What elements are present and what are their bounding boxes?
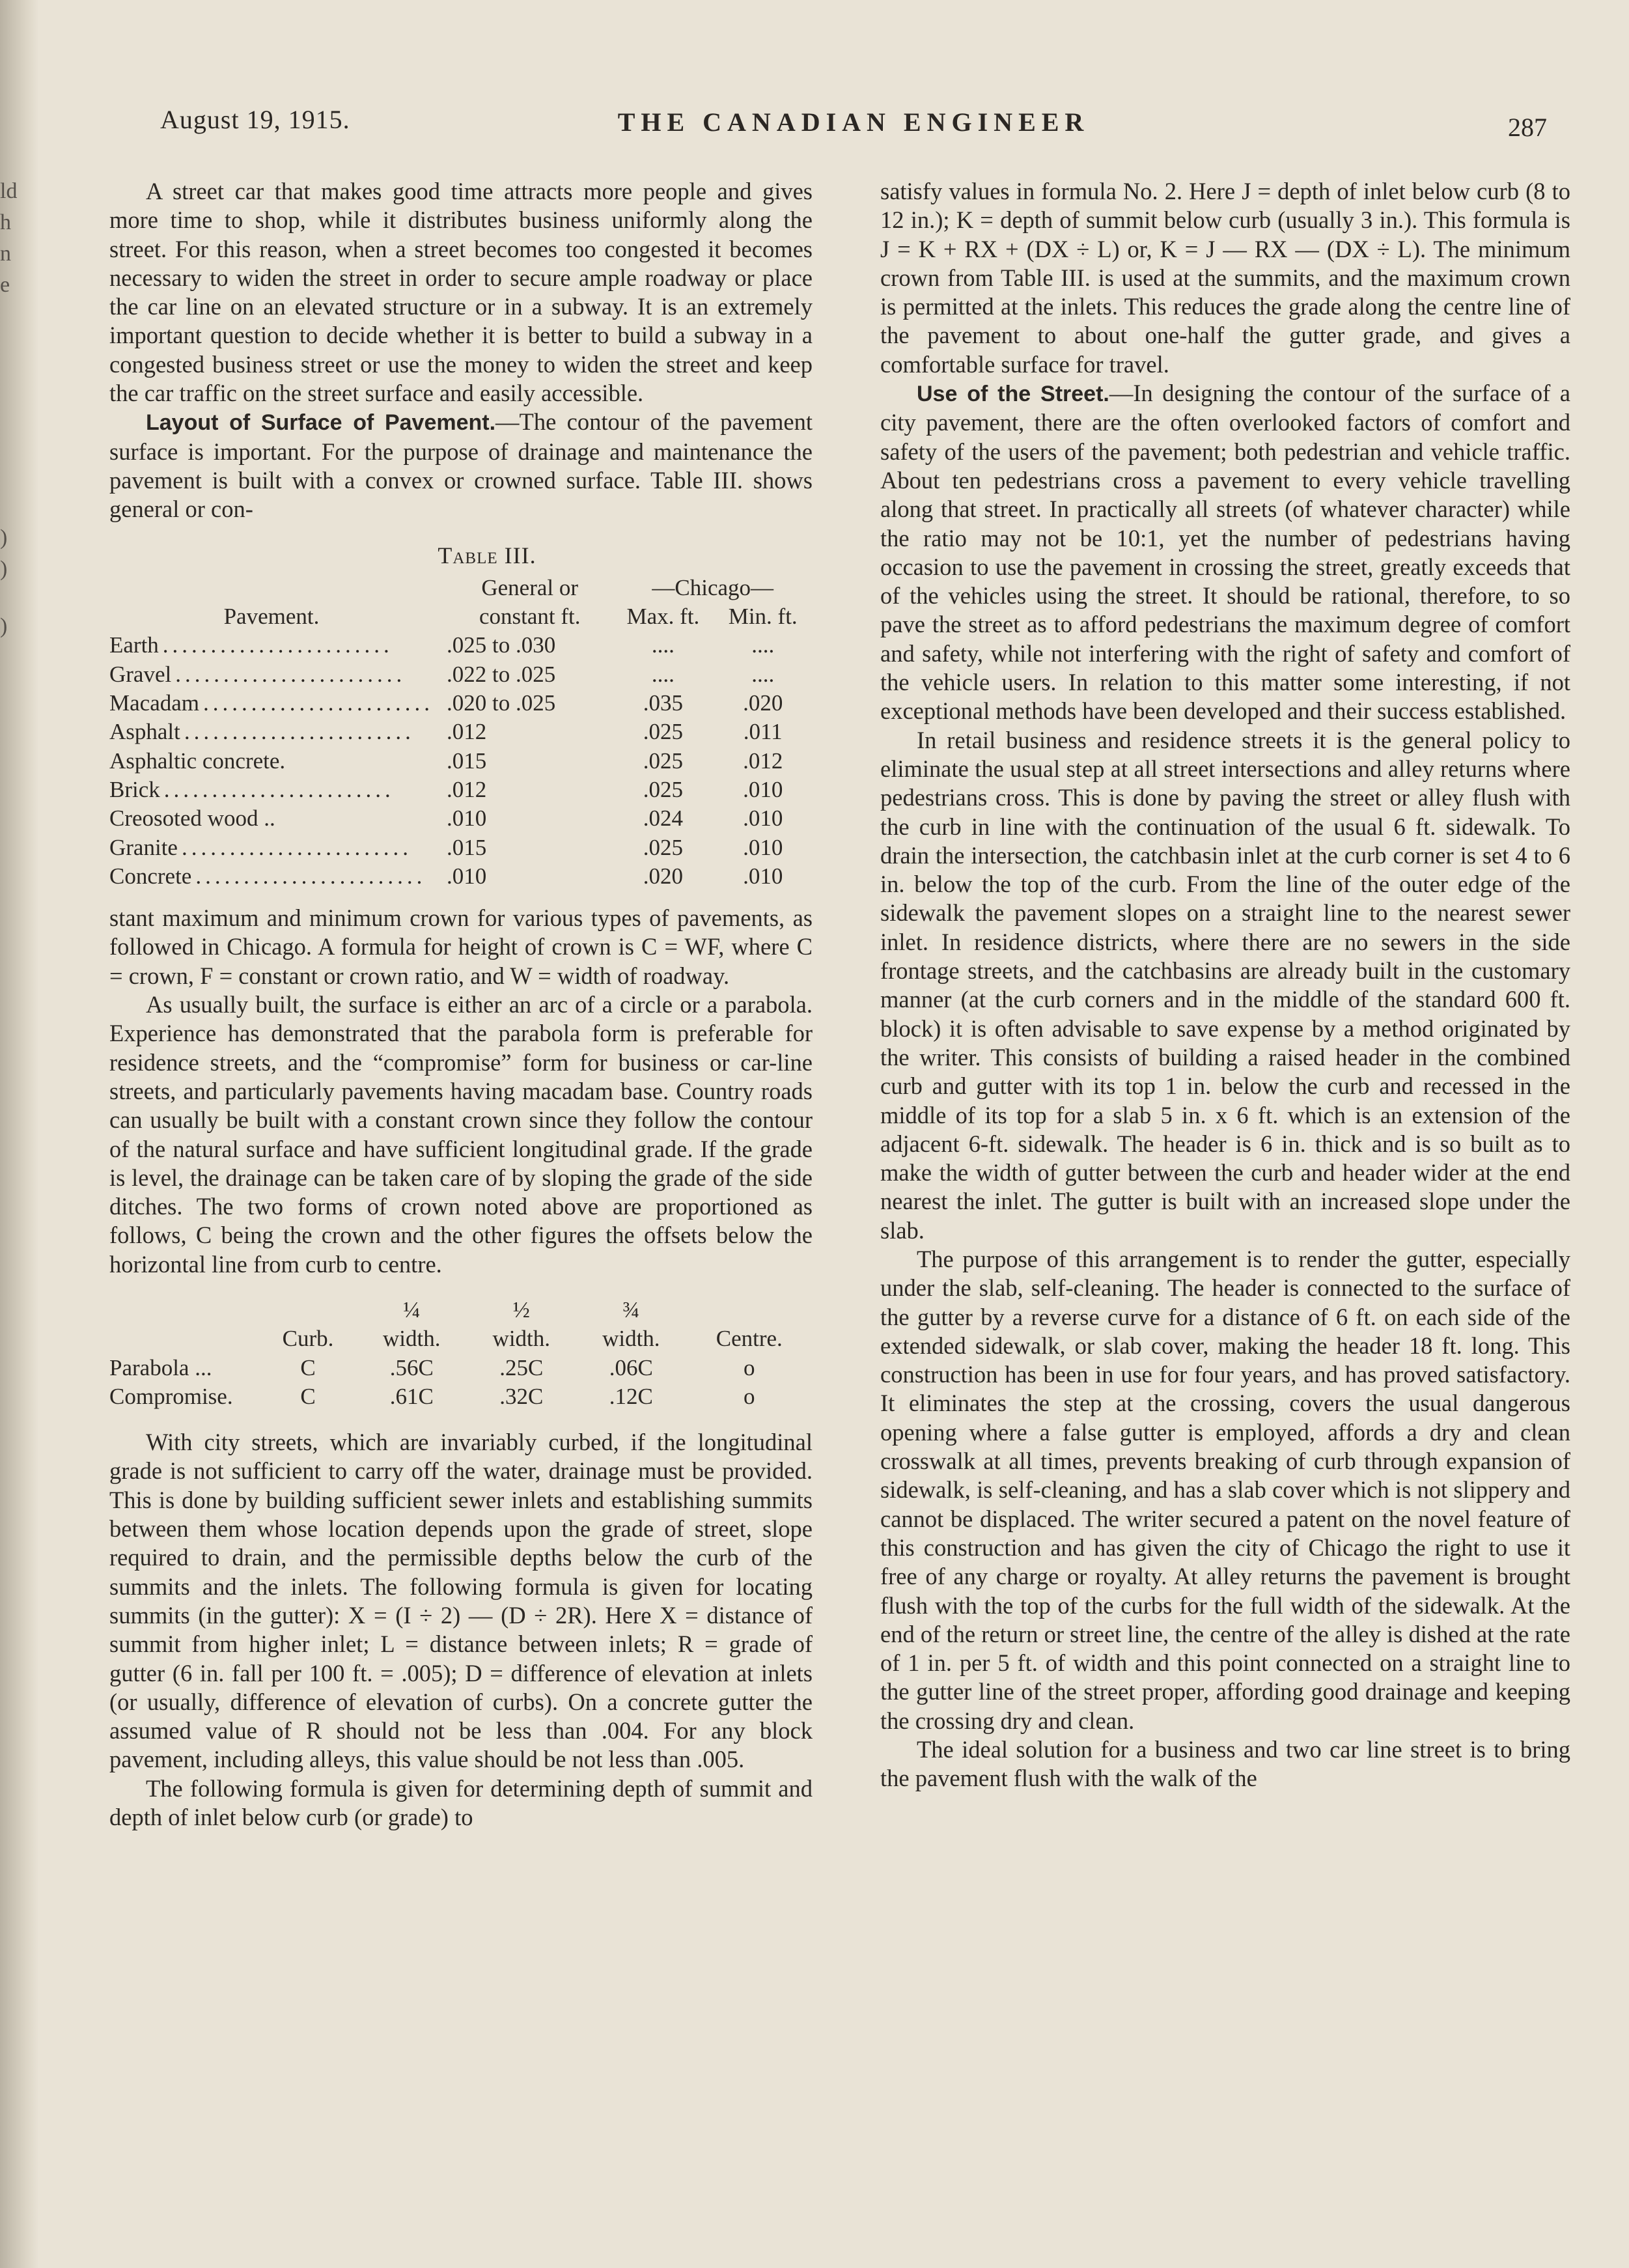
column-header: constant ft. bbox=[479, 604, 581, 630]
table-row: Macadam ........................ .020 to .025 .035 .020 bbox=[109, 689, 813, 718]
previous-page-margin bbox=[0, 176, 20, 642]
paragraph: The purpose of this arrangement is to render the gutter, especially under the slab, self-cleaning. The header is connected to the surface of the gutter by a reverse curve for a distance of 6 ft. on each side of the extended sidewalk, or slab cover, making the header 18 ft. long. This construction has been in use for four years, and has proved satisfactory. It eliminates the step at the crossing, covers the usual dangerous opening where a false gutter is employed, affords a dry and clean crosswalk at all times, prevents breaking of curb through expansion of sidewalk, is self-cleaning, and has a slab cover which is not slippery and cannot be displaced. The writer secured a patent on the novel feature of this construction and has given the city of Chicago the right to use it free of any charge or royalty. At alley returns the pavement is brought flush with the top of the curbs for the full width of the sidewalk. At the end of the return or street line, the centre of the alley is dished at the rate of 1 in. per 5 ft. of width and this point connected on a straight line to the gutter line of the street proper, affording good drainage and keeping the crossing dry and clean. bbox=[880, 1245, 1570, 1734]
table-caption: Table III. bbox=[438, 542, 536, 568]
table-row: Granite ........................ .015 .025 .010 bbox=[109, 833, 813, 862]
margin-fragment: ld bbox=[0, 179, 18, 203]
table-cell: .010 bbox=[446, 863, 487, 889]
table-row: Earth ........................ .025 to .030 .... .... bbox=[109, 631, 813, 660]
table-cell: .025 bbox=[643, 776, 684, 802]
margin-fragment: ) bbox=[0, 614, 8, 638]
crown-form-name: Compromise. bbox=[109, 1383, 233, 1409]
column-header: Curb. bbox=[282, 1326, 334, 1352]
running-header bbox=[160, 104, 1547, 150]
paragraph bbox=[880, 379, 1570, 726]
table-row: Brick ........................ .012 .025 .010 bbox=[109, 776, 813, 804]
pavement-name: Creosoted wood .. bbox=[109, 805, 279, 831]
paragraph: As usually built, the surface is either an arc of a circle or a parabola. Experience has demonstrated that the parabola form is preferable for residence streets, and the “compromise” form for business or car-line streets, and particularly pavements having macadam base. Country roads can usually be built with a constant crown since they follow the contour of the natural surface and have sufficient longitudinal grade. If the grade is level, the drainage can be taken care of by sloping the grade of the side ditches. The two forms of crown noted above are proportioned as follows, C being the crown and the other figures the offsets below the horizontal line from curb to centre. bbox=[109, 991, 813, 1278]
pavement-name: Asphalt bbox=[109, 719, 184, 744]
journal-title: THE CANADIAN ENGINEER bbox=[617, 107, 1090, 137]
pavement-name: Concrete bbox=[109, 863, 195, 889]
table-row: Asphalt ........................ .012 .025 .011 bbox=[109, 718, 813, 746]
paragraph: The ideal solution for a business and two car line street is to bring the pavement flush with the walk of the bbox=[880, 1736, 1570, 1792]
column-header: General or bbox=[481, 574, 579, 600]
table-cell: o bbox=[744, 1354, 755, 1380]
table-cell: .015 bbox=[446, 834, 487, 860]
table-cell: .020 bbox=[643, 863, 684, 889]
margin-fragment: n bbox=[0, 242, 11, 266]
pavement-name: Asphaltic concrete. bbox=[109, 748, 289, 774]
paragraph: A street car that makes good time attracts more people and gives more time to shop, while it distributes business uniformly along the street. For this reason, when a street becomes too congested it becomes necessary to widen the street in order to secure ample roadway or place the car line on an elevated structure or in a subway. It is an extremely important question to decide whether it is better to build a subway in a congested business street or use the money to widen the street and keep the car traffic on the street surface and easily accessible. bbox=[109, 178, 813, 407]
pavement-name: Earth bbox=[109, 632, 163, 658]
table-cell: .012 bbox=[446, 719, 487, 745]
crown-forms-table bbox=[109, 1296, 813, 1411]
table-cell: .... bbox=[651, 661, 675, 687]
paragraph: With city streets, which are invariably curbed, if the longitudinal grade is not sufficient to carry off the water, drainage must be provided. This is done by building sufficient sewer inlets and establishing summits between them whose location depends upon the grade of street, slope required to drain, and the permissible depths below the curb of the summits and the inlets. The following formula is given for locating summits (in the gutter): X = (I ÷ 2) — (D ÷ 2R). Here X = distance of summit from higher inlet; L = distance between inlets; R = grade of gutter (6 in. fall per 100 ft. = .005); D = difference of elevation at inlets (or usually, difference of elevation of curbs). On a concrete gutter the assumed value of R should not be less than .004. For any block pavement, including alleys, this value should be not less than .005. bbox=[109, 1429, 813, 1773]
margin-fragment: h bbox=[0, 210, 11, 234]
table-cell: .25C bbox=[499, 1354, 544, 1380]
paragraph: satisfy values in formula No. 2. Here J = depth of inlet below curb (8 to 12 in.); K = depth of summit below curb (usually 3 in.). This formula is J = K + RX + (DX ÷ L) or, K = J — RX — (DX ÷ L). The minimum crown from Table III. is used at the summits, and the maximum crown is permitted at the inlets. This reduces the grade along the centre line of the pavement to about one-half the gutter grade, and gives a comfortable surface for travel. bbox=[880, 178, 1570, 378]
table-cell: .022 to .025 bbox=[446, 661, 556, 687]
issue-date: August 19, 1915. bbox=[160, 105, 350, 134]
table-cell: .025 bbox=[643, 719, 684, 745]
table-cell: .024 bbox=[643, 805, 684, 832]
crown-constants-table bbox=[109, 574, 813, 891]
left-column bbox=[109, 177, 813, 1832]
paragraph-text: —The contour of the pavement surface is important. For the purpose of drainage and maintenance the pavement is built with a convex or crowned surface. Table III. shows general or con- bbox=[109, 408, 813, 523]
column-header: Pavement. bbox=[223, 604, 320, 630]
table-cell: o bbox=[744, 1383, 755, 1409]
table-cell: .12C bbox=[609, 1383, 653, 1409]
column-header: width. bbox=[602, 1326, 660, 1352]
table-row bbox=[109, 1382, 813, 1411]
table-cell: .010 bbox=[446, 805, 487, 832]
table-row bbox=[109, 804, 813, 833]
right-column bbox=[880, 177, 1570, 1793]
crown-form-name: Parabola ... bbox=[109, 1354, 212, 1380]
table-cell: .06C bbox=[609, 1354, 653, 1380]
table-cell: .012 bbox=[446, 776, 487, 802]
table-cell: .011 bbox=[743, 719, 783, 745]
table-cell: .... bbox=[751, 661, 775, 687]
table-cell: .32C bbox=[499, 1383, 544, 1409]
column-header: Centre. bbox=[716, 1326, 783, 1352]
table-cell: .010 bbox=[743, 834, 783, 860]
table-cell: .020 to .025 bbox=[446, 690, 556, 716]
table-cell: .61C bbox=[389, 1383, 434, 1409]
table-cell: .... bbox=[751, 632, 775, 658]
column-header: Max. ft. bbox=[626, 604, 700, 630]
pavement-name: Macadam bbox=[109, 690, 203, 716]
table-cell: .025 to .030 bbox=[446, 632, 556, 658]
table-row: Concrete ........................ .010 .020 .010 bbox=[109, 862, 813, 891]
column-header: ½ bbox=[512, 1296, 530, 1323]
table-cell: .025 bbox=[643, 748, 684, 774]
table-cell: .010 bbox=[743, 863, 783, 889]
table-cell: .015 bbox=[446, 748, 487, 774]
column-header: width. bbox=[383, 1326, 441, 1352]
table-row bbox=[109, 747, 813, 776]
pavement-name: Granite bbox=[109, 835, 182, 860]
table-cell: C bbox=[300, 1354, 316, 1380]
table-cell: .010 bbox=[743, 776, 783, 802]
section-heading: Use of the Street. bbox=[917, 382, 1109, 407]
table-cell: .... bbox=[651, 632, 675, 658]
table-cell: C bbox=[300, 1383, 316, 1409]
column-header: ¼ bbox=[403, 1296, 421, 1323]
table-cell: .56C bbox=[389, 1354, 434, 1380]
column-header: Min. ft. bbox=[728, 604, 798, 630]
section-heading: Layout of Surface of Pavement. bbox=[146, 410, 496, 436]
margin-fragment: e bbox=[0, 273, 10, 297]
paragraph: In retail business and residence streets it is the general policy to eliminate the usual step at all street intersections and alley returns where pedestrians cross. This is done by paving the street or alley flush with the curb in line with the continuation of the usual 6 ft. sidewalk. To drain the intersection, the catchbasin inlet at the curb corner is set 4 to 6 in. below the top of the curb. From the line of the outer edge of the sidewalk the pavement slopes on a straight line to the nearest sewer inlet. In residence districts, where there are no sewers in the side frontage streets, and the catchbasins are already built in the customary manner (at the curb corners and in the middle of the standard 600 ft. block) it is often advisable to save expense by a method originated by the writer. This consists of building a raised header in the combined curb and gutter with its top 1 in. below the curb and recessed in the middle of its top for a slab 5 in. x 6 ft. which is an extension of the adjacent 6-ft. sidewalk. The header is 6 in. thick and is so built as to make the width of gutter between the curb and header wider at the end nearest the inlet. The gutter is built with an increased slope under the slab. bbox=[880, 726, 1570, 1244]
pavement-name: Brick bbox=[109, 777, 164, 802]
column-header: width. bbox=[492, 1326, 551, 1352]
table-cell: .025 bbox=[643, 834, 684, 860]
paragraph-text: —In designing the contour of the surface of a city pavement, there are the often overlooked factors of comfort and safety of the users of the pavement; both pedestrian and vehicle traffic. About ten pedestrians cross a pavement to every vehicle travelling along that street. In practically all streets (of whatever character) while the ratio may not be 10:1, yet the number of pedestrians having occasion to use the pavement in crossing the street, greatly exceeds that of the vehicles using the street. It should be rational, therefore, to so pave the street as to afford pedestrians the maximum degree of comfort and safety, while not interfering with the right of safety and comfort of the vehicle users. In relation to this matter some interesting, if not exceptional methods have been developed and their success established. bbox=[880, 380, 1570, 725]
table-cell: .010 bbox=[743, 805, 783, 832]
paragraph: stant maximum and minimum crown for various types of pavements, as followed in Chicago. A formula for height of crown is C = WF, where C = crown, F = constant or crown ratio, and W = width of roadway. bbox=[109, 904, 813, 989]
column-header: —Chicago— bbox=[652, 574, 774, 600]
table-row bbox=[109, 1354, 813, 1382]
margin-fragment: ) bbox=[0, 525, 8, 550]
table-cell: .012 bbox=[743, 748, 783, 774]
column-header: ¾ bbox=[622, 1296, 640, 1323]
paragraph bbox=[109, 408, 813, 524]
pavement-name: Gravel bbox=[109, 662, 175, 687]
table-row: Gravel ........................ .022 to .025 .... .... bbox=[109, 660, 813, 689]
table-cell: .020 bbox=[743, 690, 783, 716]
paragraph: The following formula is given for determining depth of summit and depth of inlet below curb (or grade) to bbox=[109, 1774, 813, 1831]
page-number: 287 bbox=[1508, 113, 1547, 142]
table-cell: .035 bbox=[643, 690, 684, 716]
margin-fragment: ) bbox=[0, 557, 8, 581]
